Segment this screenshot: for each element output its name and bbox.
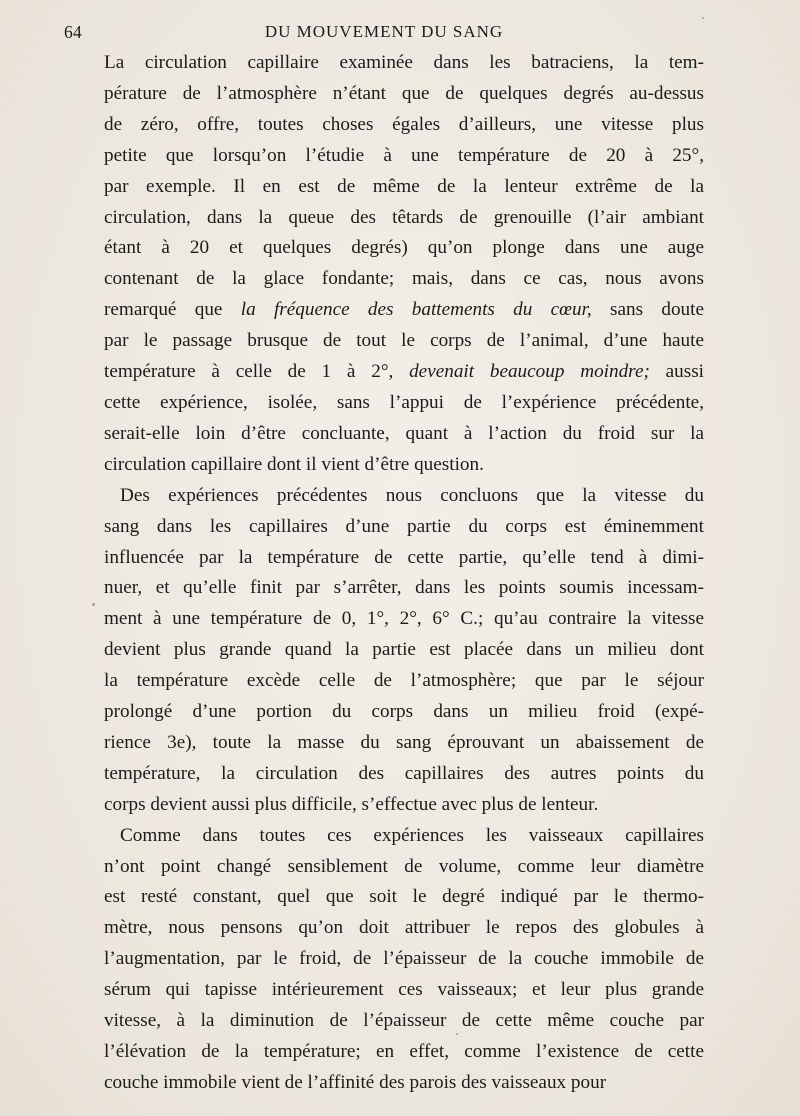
running-title: DU MOUVEMENT DU SANG (264, 22, 504, 41)
text-line (104, 110, 704, 141)
text-segment: rience 3e), toute la masse du sang éprouvant un abaissement de (104, 731, 704, 753)
text-segment: Des expériences précédentes nous concluons que la vitesse du (120, 484, 704, 506)
text-line (104, 666, 704, 697)
text-line (104, 882, 704, 913)
text-line (104, 944, 704, 975)
text-line (104, 543, 704, 574)
text-segment: influencée par la température de cette partie, qu’elle tend à dimi- (104, 546, 704, 568)
text-segment: petite que lorsqu’on l’étudie à une température de 20 à 25°, (104, 144, 704, 166)
text-segment: température, la circulation des capillaires des autres points du (104, 762, 704, 784)
text-segment: sans doute (591, 299, 704, 321)
page-header (64, 22, 704, 48)
text-line (104, 913, 704, 944)
text-segment: cette expérience, isolée, sans l’appui de l’expérience précédente, (104, 391, 704, 413)
text-segment: mètre, nous pensons qu’on doit attribuer le repos des globules à (104, 917, 704, 939)
text-line (104, 1037, 704, 1068)
text-segment: par le passage brusque de tout le corps de l’animal, d’une haute (104, 330, 704, 352)
text-segment: sang dans les capillaires d’une partie du corps est éminemment (104, 515, 704, 537)
text-line (104, 975, 704, 1006)
text-line (104, 1006, 704, 1037)
text-line (104, 821, 704, 852)
text-line (104, 1068, 704, 1099)
text-line (104, 388, 704, 419)
text-segment: sérum qui tapisse intérieurement ces vaisseaux; et leur plus grande (104, 979, 704, 1001)
text-segment: l’élévation de la température; en effet, comme l’existence de cette (104, 1041, 704, 1062)
text-segment: de zéro, offre, toutes choses égales d’ailleurs, une vitesse plus (104, 113, 704, 135)
text-segment: La circulation capillaire examinée dans les batraciens, la tem- (104, 52, 704, 73)
text-paragraphs (104, 48, 704, 1099)
text-segment: devient plus grande quand la partie est placée dans un milieu dont (104, 639, 704, 661)
text-line (104, 203, 704, 234)
text-segment: aussi (649, 361, 704, 383)
text-segment: Comme dans toutes ces expériences les vaisseaux capillaires (120, 824, 704, 846)
text-line (104, 264, 704, 295)
text-segment: serait-elle loin d’être concluante, quant à l’action du froid sur la (104, 422, 704, 444)
text-segment: température à celle de 1 à 2°, (104, 361, 410, 383)
text-line (104, 172, 704, 203)
text-line (104, 357, 704, 388)
text-segment: n’ont point changé sensiblement de volume, comme leur diamètre (104, 855, 704, 877)
text-segment: l’augmentation, par le froid, de l’épaisseur de la couche immobile de (104, 948, 704, 970)
text-line (104, 481, 704, 512)
text-line (104, 573, 704, 604)
paper-speck (92, 603, 95, 606)
italic-phrase: devenait beaucoup moindre; (409, 361, 650, 383)
text-line (104, 48, 704, 79)
text-segment: contenant de la glace fondante; mais, dans ce cas, nous avons (104, 268, 704, 290)
text-segment: pérature de l’atmosphère n’étant que de quelques degrés au-dessus (104, 82, 704, 104)
text-segment: circulation, dans la queue des têtards de grenouille (l’air ambiant (104, 206, 704, 228)
text-segment: prolongé d’une portion du corps dans un milieu froid (expé- (104, 701, 704, 723)
text-segment: couche immobile vient de l’affinité des parois des vaisseaux pour (104, 1071, 607, 1093)
text-line (104, 604, 704, 635)
italic-phrase: la fréquence des battements du cœur, (240, 299, 592, 321)
text-line (104, 697, 704, 728)
text-line (104, 295, 704, 326)
text-segment: nuer, et qu’elle finit par s’arrêter, dans les points soumis incessam- (104, 577, 704, 599)
text-line (104, 450, 704, 481)
paper-speck (702, 17, 704, 19)
text-line (104, 635, 704, 666)
paper-speck (456, 1033, 458, 1035)
text-line (104, 79, 704, 110)
text-segment: est resté constant, quel que soit le degré indiqué par le thermo- (104, 886, 704, 908)
text-segment: ment à une température de 0, 1°, 2°, 6° C.; qu’au contraire la vitesse (104, 608, 704, 630)
text-segment: corps devient aussi plus difficile, s’effectue avec plus de lenteur. (104, 793, 599, 815)
text-line (104, 852, 704, 883)
page-number: 64 (64, 22, 82, 42)
text-line (104, 141, 704, 172)
text-segment: remarqué que (104, 299, 241, 321)
text-line (104, 728, 704, 759)
text-line (104, 233, 704, 264)
text-line (104, 759, 704, 790)
text-segment: la température excède celle de l’atmosphère; que par le séjour (104, 670, 704, 692)
text-line (104, 790, 704, 821)
text-segment: circulation capillaire dont il vient d’être question. (104, 453, 484, 475)
text-line (104, 419, 704, 450)
text-segment: par exemple. Il en est de même de la lenteur extrême de la (104, 175, 704, 197)
text-segment: étant à 20 et quelques degrés) qu’on plonge dans une auge (104, 237, 704, 259)
body-text (104, 48, 704, 1099)
text-line (104, 326, 704, 357)
text-segment: vitesse, à la diminution de l’épaisseur de cette même couche par (104, 1010, 704, 1032)
text-line (104, 512, 704, 543)
